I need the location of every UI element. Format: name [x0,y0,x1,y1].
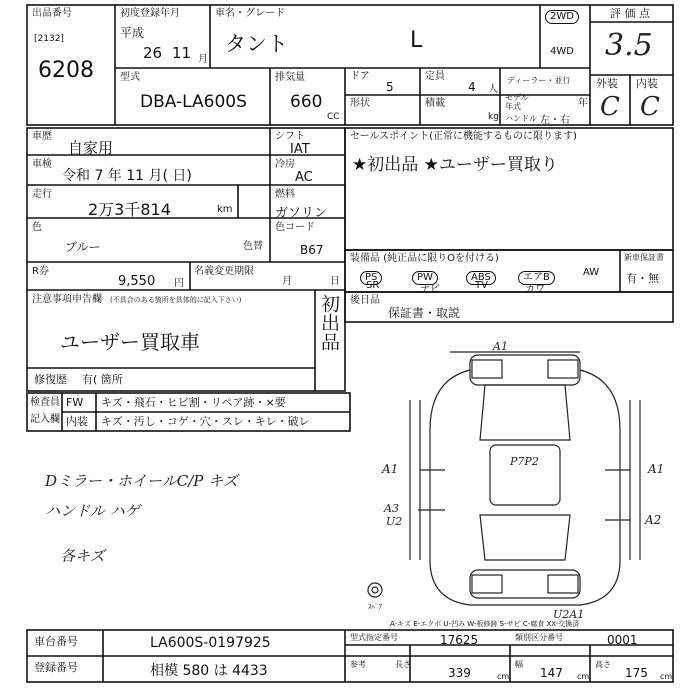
model-code: 17625 [440,633,479,647]
width-unit: cm [577,672,590,681]
inspector-label-2: 記入欄 [30,414,60,425]
notes-label: 注意事項申告欄 [32,294,102,305]
mark-right-1: A1 [648,462,665,476]
displacement: 660 [290,92,323,112]
score-label: 評 価 点 [610,7,650,20]
height-label: 高さ [595,660,611,669]
interior-label: 内装 [636,77,658,90]
height-unit: cm [660,672,673,681]
length-label: 長さ [395,660,411,669]
mark-right-2: A2 [645,513,662,527]
mileage: 2万3千814 [88,200,171,219]
handwritten-note-2: ハンドル ハゲ [45,502,140,520]
equip-leather: カワ [525,284,545,295]
kg-unit: kg [488,112,499,122]
interior-check-label: 内装 [66,415,88,428]
height: 175 [625,666,648,680]
era: 平成 [120,26,145,40]
displacement-label: 排気量 [275,72,305,83]
warranty-label: 新車保証書 [624,253,664,262]
mark-left-2: A3 [384,502,399,515]
notes-text: ユーザー買取車 [60,330,200,354]
after-label: 後日品 [350,295,380,306]
sales-point-text: ★初出品 ★ユーザー買取り [352,155,558,175]
mark-left-1: A1 [382,462,399,476]
mark-roof: P7P2 [510,455,539,468]
shift: IAT [290,142,310,157]
chassis-label: 車台番号 [34,635,78,648]
year-unit: 年 [578,98,588,109]
handwritten-note-3: 各キズ [60,547,105,565]
mark-left-3: U2 [386,515,403,528]
km-unit: km [217,204,233,215]
drive-4wd[interactable]: 4WD [550,46,574,57]
history-label: 車歴 [32,131,52,142]
handle-label: ハンドル [505,114,537,123]
equip-sr: SR [366,280,380,291]
car-diagram [368,352,640,605]
equip-navi: ナビ [420,284,440,295]
repair: 有( 箇所 [82,373,123,386]
equip-airbag: エアB [518,265,555,285]
damage-legend: A-キズ E-エクボ U-凹み W-板修跡 S-サビ C-腐食 XX-交換済 [390,620,580,628]
color-change-label: 色替 [243,241,263,252]
interior-grade: C [640,92,660,122]
drive-2wd[interactable]: 2WD [545,9,579,24]
length: 339 [448,666,471,680]
history: 自家用 [68,139,114,157]
shift-label: シフト [275,131,305,142]
equip-tv: TV [475,280,488,291]
plate-label: 登録番号 [34,661,78,674]
fuel: ガソリン [275,206,328,221]
inspection: 令和 7 年 11 月( 日) [62,168,192,184]
exterior-label: 外装 [596,77,618,90]
yen-unit: 円 [174,278,184,289]
mark-front: A1 [493,340,508,353]
lot-number: 6208 [38,58,94,83]
equip-aw: AW [583,267,600,278]
equipment-label: 装備品 (純正品に限りOを付ける) [350,253,499,264]
cc-unit: CC [327,112,340,122]
equip-abs: ABS [466,265,496,285]
reg-month: 11 [172,44,192,62]
notes-sub-label: (不具合のある箇所を具体的に記入下さい) [110,296,242,304]
recycle: 9,550 [118,274,156,289]
color: ブルー [65,240,101,254]
ref-label: 参考 [350,660,366,669]
fw-label: FW [66,396,84,409]
model-year-label: モデル 年式 [505,93,529,111]
interior-check-items: キズ・汚し・コゲ・穴・スレ・キレ・破レ [101,415,310,428]
inspector-label-1: 検査員 [30,397,60,408]
mileage-label: 走行 [32,189,52,200]
tax-label: 名義変更期限 [194,266,254,277]
plate-number: 相模 580 は 4433 [150,663,268,679]
load-label: 積載 [425,98,445,109]
model-label: 型式 [120,72,140,83]
lot-sub: [2132] [34,34,64,44]
model: DBA-LA600S [140,92,247,112]
class-code: 0001 [607,633,638,647]
after-text: 保証書・取説 [388,306,461,320]
exterior-grade: C [600,92,620,122]
width: 147 [540,666,563,680]
warranty: 有・無 [626,272,659,285]
handwritten-note-1: Dミラー・ホイールC/P キズ [45,472,238,490]
model-code-label: 型式指定番号 [350,633,398,642]
class-code-label: 類別区分番号 [515,633,563,642]
color-label: 色 [32,222,42,233]
chassis-number: LA600S-0197925 [150,635,271,651]
equip-ps: PS [360,265,382,285]
fuel-label: 燃料 [275,189,295,200]
mark-rear: U2A1 [553,608,585,621]
month-unit: 月 [198,54,208,65]
color-code: B67 [300,243,324,257]
capacity-label: 定員 [425,71,445,82]
length-unit: cm [497,672,510,681]
person-unit: 人 [488,84,498,95]
doors-label: ドア [350,71,370,82]
first-listing-stamp: 初出品 [318,294,340,351]
inspection-label: 車検 [32,159,52,170]
ac: AC [295,170,313,185]
shape-label: 形状 [350,98,370,109]
sales-point-label: セールスポイント(正常に機能するものに限ります) [350,131,577,142]
color-code-label: 色コード [275,222,315,233]
spare-label: ｽﾍﾟｱ [368,603,382,611]
width-label: 幅 [515,660,523,669]
name-label: 車名・グレード [215,8,285,19]
fw-items: キズ・飛石・ヒビ割・リペア跡・×要 [101,396,286,409]
reg-year: 26 [143,44,163,62]
handle: 左・右 [540,115,570,126]
recycle-label: R券 [32,266,49,277]
ac-label: 冷房 [275,159,295,170]
repair-label: 修復歴 [34,373,67,386]
score: 3.5 [605,28,653,63]
grade: L [410,28,423,53]
car-name: タント [225,32,288,56]
capacity: 4 [468,80,476,94]
lot-label: 出品番号 [32,8,72,19]
tax-month: 月 [282,276,292,287]
first-reg-label: 初度登録年月 [120,8,180,19]
tax-day: 日 [330,276,340,287]
doors: 5 [386,80,394,94]
dealer-label: ディーラー・並行 [507,76,571,85]
equip-pw: PW [412,265,438,285]
